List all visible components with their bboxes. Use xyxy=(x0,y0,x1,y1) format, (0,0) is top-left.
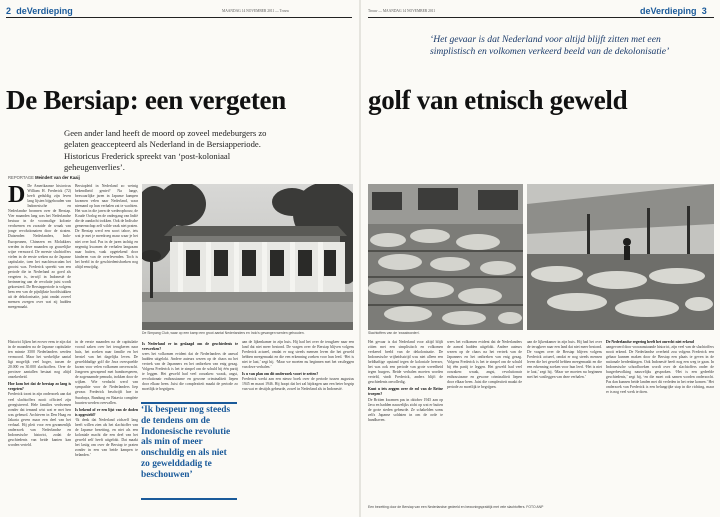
column-1-continued: Frederick toont in zijn onderzoek aan dat veel slachtoffers nooit officieel zijn geregistreerd. Hele families verdwenen zonder dat iemand wist wat er met hen was gebeurd. Archieven in Den Haag en Jakarta geven maar een deel van het verhaal. Hij pleit voor een gezamenlijk onderzoek van Nederlandse en Indonesische historici, zodat de geschiedenis van beide kanten kan worden verteld. xyxy=(8,392,71,447)
column-2-question: Is bekend of er een lijst van de doden is opgesteld? xyxy=(75,407,138,417)
page-gutter xyxy=(359,0,361,517)
column-1-lower xyxy=(8,340,71,512)
byline-author: Meindert van der Kaaij xyxy=(35,175,80,180)
left-section-name: deVerdieping xyxy=(16,6,73,16)
photo-victims-caption: Slachtoffers van de ‘zwaaiworden’. xyxy=(368,331,421,335)
column-1-question: Hoe kom het dat de bersiap zo lang is vergeten? xyxy=(8,382,71,392)
left-date-line: MAANDAG 14 NOVEMBER 2011 — Trouw xyxy=(222,9,290,13)
right-section-name: deVerdieping xyxy=(640,6,697,16)
column-3-question: Is Nederland er in geslaagd om de geschiedenis te verwerken? xyxy=(142,342,238,352)
left-top-rule xyxy=(6,17,352,18)
right-folio xyxy=(640,6,707,16)
column-5-text: Het gevaar is dat Nederland voor altijd blijft zitten met een simplistisch en volkomen verkeerd beeld van de dekolonisatie. De Indonesische vrijheidsstrijd was niet alleen een heldhaftige opstand tegen de koloniale heerser, het was ook een periode van grote wreedheid tegen burgers. Beide verhalen moeten worden verteld, vindt Frederick, anders blijft de geschiedenis onvolledig. xyxy=(368,340,443,385)
column-4-lower xyxy=(242,340,354,512)
column-2-lower-text: in de eerste maanden na de capitulatie vooral zaken over het terugkeren naar huis, het zoeken naar familie en het herstel van het dagelijks leven. De gewelddadige golf die Java overspoelde kwam voor velen volkomen onverwacht. Jongeren gewapend met bamboesperen, de zogenaamde pemuda, trokken door de wijken. Wie verdacht werd van sympathie voor de Nederlanders liep gevaar. Frederick beschrijft hoe in Surabaya, Bandung en Batavia complete buurten werden overvallen. xyxy=(75,340,138,405)
column-4-lower-text: aan de lijkenkamer in zijn huis. Hij had het over de terugkeer naar een land dat niet meer bestond. De vragen over de Bersiap blijven volgens Frederick actueel, omdat er nog steeds mensen leven die het geweld hebben meegemaakt en die een erkenning zoeken voor hun leed. ‘Het is niet te laat,’ zegt hij. ‘Maar we moeten nu beginnen met het vastleggen van deze verhalen.’ xyxy=(242,340,354,370)
drop-cap: D xyxy=(8,184,26,208)
left-folio xyxy=(6,6,73,16)
column-6 xyxy=(447,340,522,512)
right-date-line: Trouw — MAANDAG 14 NOVEMBER 2011 xyxy=(368,9,436,13)
column-4-question: Is u van plan om dit onderzoek voort te zetten? xyxy=(242,372,319,377)
photo-bersiap-occupation xyxy=(527,184,714,330)
column-2-upper xyxy=(75,184,138,335)
column-3-lower xyxy=(142,340,238,400)
left-page-number: 2 xyxy=(6,6,12,16)
pull-quote-left: ‘Ik bespeur nog steeds de tendens om de Indonesische revolutie als min of meer onschuldig en als niet zo gewelddadig te beschouwen’ xyxy=(141,405,231,480)
column-3-lower-text: wees het volkomen evident dat de Nederlanders de aanval hadden uitgelokt. Andere auteurs wezen op de chaos na het vertrek van de Japanners en het ontbreken van enig gezag. Volgens Frederick is het te simpel om de schuld bij één partij te leggen. Het geweld had veel oorzaken: wraak, angst, revolutionair enthousiasme en gewone criminaliteit liepen door elkaar heen. Juist die complexiteit maakt de periode zo moeilijk te begrijpen. xyxy=(142,352,238,392)
right-top-rule xyxy=(368,17,714,18)
photo-victims-image xyxy=(368,184,523,330)
column-1-lower-text: Historici lijken het erover eens te zijn dat in de maanden na de Japanse capitulatie ten minste 3500 Nederlanders werden vermoord. Maar het werkelijke aantal ligt mogelijk veel hoger, tussen de 20.000 en 30.000 slachtoffers. Over de precieze aantallen bestaat nog altijd onzekerheid. xyxy=(8,340,71,380)
column-5 xyxy=(368,340,443,512)
right-page-number: 3 xyxy=(701,6,707,16)
column-8-text: aangevoerd door vooraanstaande historici, zijn veel van de slachtoffers nooit erkend. De Nederlandse overheid zou volgens Frederick een gebaar kunnen maken door de Bersiap een plaats te geven in de nationale herdenkingen. Ook Indonesië heeft nog een weg te gaan. In Indonesische schoolboeken wordt over de slachtoffers onder de burgerbevolking nauwelijks gesproken. ‘Het is een gedeelde geschiedenis,’ zegt hij, ‘en die moet ook samen worden onderzocht. Pas dan kunnen beide landen met dit verleden in het reine komen.’ Het onderzoek van Frederick is een belangrijke stap in die richting, maar er is nog veel werk te doen. xyxy=(606,345,714,395)
column-8 xyxy=(606,340,714,512)
column-1-upper xyxy=(8,184,71,335)
photo-simpang-club xyxy=(142,184,353,330)
photo-bersiap-occupation-image xyxy=(527,184,714,330)
column-2-lower-continued: ‘Ik denk dat Nederland zichzelf lang heeft willen zien als het slachtoffer van de Japanse bezetting, en niet als een koloniale macht die een deel van het geweld zelf heeft uitgelokt. Dat maakt het lastig om over de Bersiap te praten zonder in een van beide kampen te belanden.’ xyxy=(75,417,138,458)
column-7 xyxy=(527,340,602,512)
pull-quote-top: ‘Het gevaar is dat Nederland voor altijd blijft zitten met een simplistisch en volkomen verkeerd beeld van de dekolonisatie’ xyxy=(430,34,670,57)
byline-label: REPORTAGE xyxy=(8,175,34,180)
column-6-text: wees het volkomen evident dat de Nederlanders de aanval hadden uitgelokt. Andere auteurs wezen op de chaos na het vertrek van de Japanners en het ontbreken van enig gezag. Volgens Frederick is het te simpel om de schuld bij één partij te leggen. Het geweld had veel oorzaken: wraak, angst, revolutionair enthousiasme en gewone criminaliteit liepen door elkaar heen. Juist die complexiteit maakt de periode zo moeilijk te begrijpen. xyxy=(447,340,522,390)
byline xyxy=(8,175,80,180)
quote-rule-bottom xyxy=(141,498,237,500)
article-intro: Geen ander land heeft de moord op zoveel medeburgers zo gelaten geaccepteerd als Nederland in de Bersiapperiode. Historicus Frederick spreekt van ‘post-koloniaal geheugenverlies’. xyxy=(64,128,267,173)
column-2-lower xyxy=(75,340,138,512)
photo-simpang-club-image xyxy=(142,184,353,330)
column-4-lower-continued: Frederick werkt aan een nieuw boek over de periode tussen augustus 1945 en maart 1946. Hij hoopt dat het zal bijdragen aan een beter begrip van wat er destijds gebeurde, zowel in Nederland als in Indonesië. xyxy=(242,377,354,392)
column-1-text: De Amerikaanse historicus William H. Frederick (72) heeft geduldig zijn leven lang lijsten bijgehouden van Indonesische en Nederlandse bronnen over de Bersiap. Vier maanden lang was het Nederlandse bestuur in de voormalige kolonie verdwenen en zwaaide de wraak van jonge revolutionairen door de straten. Duizenden Nederlanders, Indo-Europeanen, Chinezen en Molukkers werden in deze maanden op gruwelijke wijze vermoord. De meeste slachtoffers vielen in de eerste weken na de Japanse capitulatie, toen het machtsvacuüm het grootst was. Frederick spreekt van een periode die in Nederland zo goed als vergeten is, terwijl in Indonesië de herinnering aan de revolutie juist wordt gekoesterd. De Bersiapperiode is volgens hem een van de pijnlijkste hoofdstukken uit de dekolonisatie, juist omdat zoveel mensen zwegen over wat zij hadden meegemaakt. xyxy=(8,184,71,310)
photo-bersiap-caption: Een bezetting door de Bersiap van een Nederlandse gedeeld en bewoningspraktijk met vele slachtoffers. FOTO ANP xyxy=(368,505,544,509)
quote-rule-top xyxy=(141,402,237,404)
photo-simpang-club-caption: De Simpang Club, waar op een kamp een groot aantal Nederlanders en Indo’s gevangen werden gehouden. xyxy=(142,331,305,335)
column-5-continued: De Britten kwamen pas in oktober 1945 aan op Java en hadden nauwelijks zicht op wat er buiten de grote steden gebeurde. Ze schakelden soms zelfs Japanse soldaten in om de orde te handhaven. xyxy=(368,397,443,422)
photo-victims xyxy=(368,184,523,330)
headline-left: De Bersiap: een vergeten xyxy=(6,85,286,115)
column-2-text: Bersiapleid in Nederland zo weinig bekendheid geniet? Na lange, bezwaarlijke jaren in Japanse kampen kwamen velen naar Nederland, waar niemand op hun verhalen zat te wachten. Het was in die jaren de wederopbouw, de Koude Oorlog en de ondergang van Indië die de aandacht trokken. Ook de Indische gemeenschap zelf wilde vaak niet praten. De Bersiap werd een soort taboe, iets wat je met je meedroeg maar waar je het niet over had. Pas in de jaren tachtig en negentig kwamen de verhalen langzaam naar buiten, vaak opgetekend door kinderen van de overlevenden. Toch is het beeld in de geschiedenisboeken nog altijd eenzijdig. xyxy=(75,184,138,269)
column-8-question: De Nederlandse regering heeft het onrecht niet erkend xyxy=(606,340,694,344)
headline-right: golf van etnisch geweld xyxy=(368,85,628,115)
column-5-question: Kunt u iets zeggen over de rol van de Britse troepen? xyxy=(368,387,443,397)
column-7-text: aan de lijkenkamer in zijn huis. Hij had het over de terugkeer naar een land dat niet meer bestond. De vragen over de Bersiap blijven volgens Frederick actueel, omdat er nog steeds mensen leven die het geweld hebben meegemaakt en die een erkenning zoeken voor hun leed. ‘Het is niet te laat,’ zegt hij. ‘Maar we moeten nu beginnen met het vastleggen van deze verhalen.’ xyxy=(527,340,602,380)
